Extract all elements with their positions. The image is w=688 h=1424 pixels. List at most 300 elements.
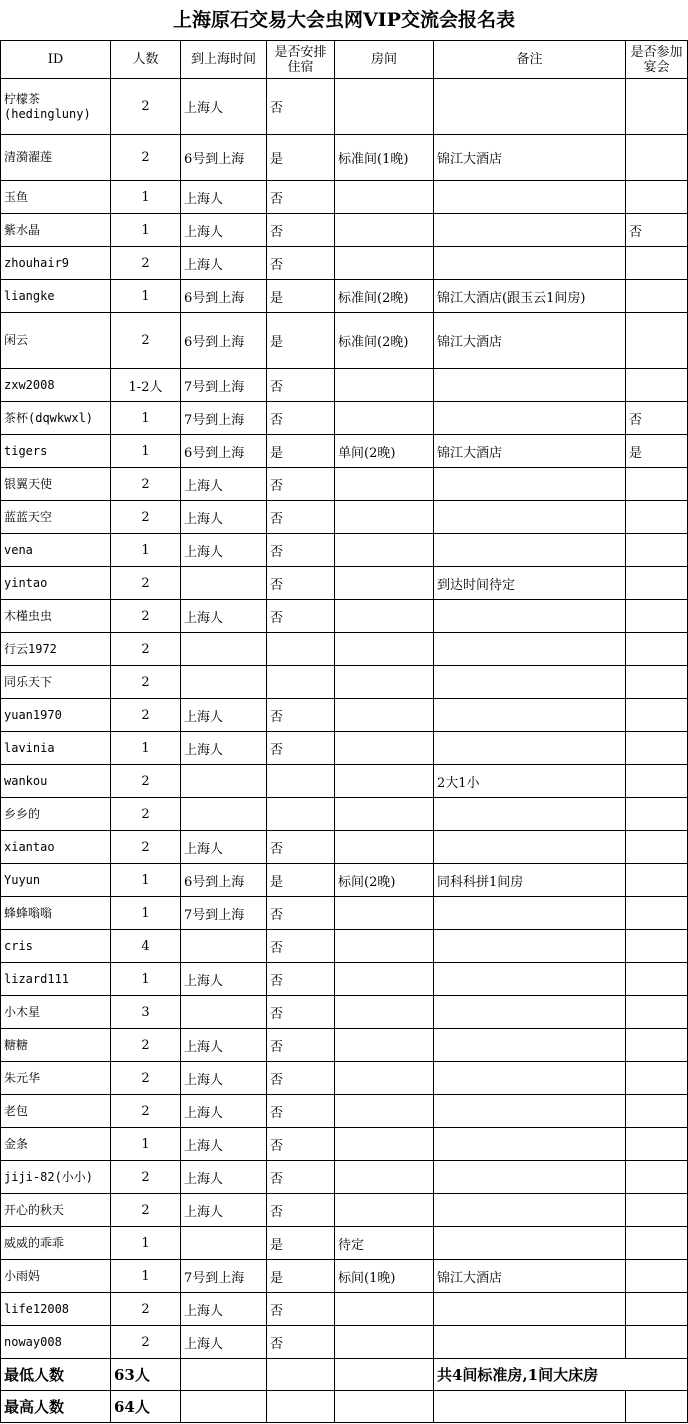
cell-count: 2: [111, 699, 181, 732]
cell-banquet: [626, 930, 688, 963]
cell-count: 1: [111, 402, 181, 435]
cell-note: [434, 1326, 626, 1359]
cell-count: 1: [111, 534, 181, 567]
footer-cell: [267, 1359, 335, 1391]
cell-banquet: [626, 534, 688, 567]
cell-id: 朱元华: [1, 1062, 111, 1095]
cell-room: [335, 1029, 434, 1062]
cell-count: 2: [111, 633, 181, 666]
cell-id: 乡乡的: [1, 798, 111, 831]
cell-id: yintao: [1, 567, 111, 600]
cell-lodging: 否: [267, 1161, 335, 1194]
cell-count: 1: [111, 181, 181, 214]
cell-lodging: 是: [267, 1227, 335, 1260]
cell-count: 1: [111, 1260, 181, 1293]
cell-note: [434, 897, 626, 930]
cell-note: 锦江大酒店: [434, 435, 626, 468]
cell-count: 2: [111, 468, 181, 501]
cell-arrival: 上海人: [181, 963, 267, 996]
cell-id: noway008: [1, 1326, 111, 1359]
table-row: [1, 468, 688, 501]
table-row: [1, 567, 688, 600]
cell-arrival: 7号到上海: [181, 402, 267, 435]
cell-room: 标准间(2晚): [335, 313, 434, 369]
min-count-value: 63人: [111, 1359, 181, 1391]
cell-room: [335, 963, 434, 996]
cell-room: [335, 699, 434, 732]
cell-room: 待定: [335, 1227, 434, 1260]
cell-id: 行云1972: [1, 633, 111, 666]
cell-note: 同科科拼1间房: [434, 864, 626, 897]
cell-count: 2: [111, 600, 181, 633]
cell-id: jiji-82(小小): [1, 1161, 111, 1194]
cell-arrival: 上海人: [181, 1194, 267, 1227]
table-row: [1, 1227, 688, 1260]
header-lodging: 是否安排住宿: [267, 41, 335, 79]
cell-count: 2: [111, 765, 181, 798]
table-row: [1, 534, 688, 567]
cell-id: 闲云: [1, 313, 111, 369]
table-row: [1, 1260, 688, 1293]
cell-note: [434, 1293, 626, 1326]
cell-room: [335, 534, 434, 567]
cell-banquet: [626, 567, 688, 600]
cell-banquet: [626, 798, 688, 831]
cell-banquet: [626, 135, 688, 181]
cell-room: [335, 1161, 434, 1194]
cell-banquet: [626, 1260, 688, 1293]
header-count: 人数: [111, 41, 181, 79]
cell-arrival: 上海人: [181, 1062, 267, 1095]
cell-arrival: 上海人: [181, 501, 267, 534]
table-row: [1, 280, 688, 313]
cell-lodging: 是: [267, 1260, 335, 1293]
cell-count: 2: [111, 1293, 181, 1326]
cell-arrival: [181, 996, 267, 1029]
cell-lodging: 否: [267, 247, 335, 280]
cell-id: tigers: [1, 435, 111, 468]
footer-cell: [335, 1359, 434, 1391]
cell-lodging: 是: [267, 135, 335, 181]
cell-count: 2: [111, 1161, 181, 1194]
footer-cell: [181, 1359, 267, 1391]
room-summary: 共4间标准房,1间大床房: [434, 1359, 688, 1391]
cell-arrival: [181, 666, 267, 699]
table-row: [1, 313, 688, 369]
cell-banquet: [626, 1029, 688, 1062]
cell-note: [434, 181, 626, 214]
cell-note: [434, 798, 626, 831]
cell-banquet: 否: [626, 214, 688, 247]
cell-count: 2: [111, 1194, 181, 1227]
cell-room: [335, 501, 434, 534]
table-row: [1, 996, 688, 1029]
cell-arrival: 上海人: [181, 79, 267, 135]
cell-note: [434, 1029, 626, 1062]
cell-arrival: 上海人: [181, 1128, 267, 1161]
cell-id: 老包: [1, 1095, 111, 1128]
cell-banquet: [626, 1227, 688, 1260]
cell-id: 木槿虫虫: [1, 600, 111, 633]
cell-note: [434, 666, 626, 699]
cell-id: cris: [1, 930, 111, 963]
cell-lodging: 否: [267, 181, 335, 214]
cell-note: [434, 1062, 626, 1095]
cell-arrival: 上海人: [181, 1095, 267, 1128]
cell-lodging: 否: [267, 79, 335, 135]
header-banquet: 是否参加宴会: [626, 41, 688, 79]
cell-banquet: [626, 765, 688, 798]
max-count-value: 64人: [111, 1391, 181, 1423]
cell-note: 2大1小: [434, 765, 626, 798]
cell-arrival: 上海人: [181, 732, 267, 765]
cell-room: [335, 1326, 434, 1359]
cell-room: [335, 468, 434, 501]
cell-arrival: 上海人: [181, 831, 267, 864]
cell-room: [335, 1062, 434, 1095]
cell-id: 蜂蜂嗡嗡: [1, 897, 111, 930]
cell-lodging: 否: [267, 501, 335, 534]
table-row: [1, 1293, 688, 1326]
table-row: [1, 600, 688, 633]
cell-id: lavinia: [1, 732, 111, 765]
max-count-label: 最高人数: [1, 1391, 111, 1423]
cell-lodging: 否: [267, 699, 335, 732]
cell-lodging: 否: [267, 214, 335, 247]
cell-lodging: 否: [267, 897, 335, 930]
cell-banquet: [626, 247, 688, 280]
cell-room: [335, 1293, 434, 1326]
cell-room: [335, 996, 434, 1029]
cell-count: 2: [111, 567, 181, 600]
cell-arrival: 7号到上海: [181, 1260, 267, 1293]
cell-id: 茶杯(dqwkwxl): [1, 402, 111, 435]
cell-count: 2: [111, 313, 181, 369]
cell-lodging: 是: [267, 435, 335, 468]
cell-banquet: [626, 996, 688, 1029]
cell-id: 金条: [1, 1128, 111, 1161]
cell-room: [335, 798, 434, 831]
cell-banquet: [626, 831, 688, 864]
cell-count: 2: [111, 666, 181, 699]
cell-id: 清漪濯莲: [1, 135, 111, 181]
table-row: [1, 435, 688, 468]
cell-count: 1: [111, 897, 181, 930]
cell-note: [434, 79, 626, 135]
cell-arrival: 6号到上海: [181, 435, 267, 468]
cell-arrival: 上海人: [181, 1029, 267, 1062]
table-row: [1, 135, 688, 181]
cell-arrival: [181, 798, 267, 831]
cell-banquet: [626, 963, 688, 996]
cell-lodging: [267, 666, 335, 699]
cell-banquet: [626, 897, 688, 930]
cell-lodging: [267, 633, 335, 666]
cell-arrival: 7号到上海: [181, 897, 267, 930]
cell-arrival: 上海人: [181, 181, 267, 214]
cell-room: [335, 666, 434, 699]
cell-room: [335, 831, 434, 864]
cell-lodging: 否: [267, 930, 335, 963]
cell-count: 1: [111, 1227, 181, 1260]
cell-room: 标间(1晚): [335, 1260, 434, 1293]
table-row: [1, 501, 688, 534]
cell-note: [434, 1161, 626, 1194]
table-row: [1, 214, 688, 247]
cell-arrival: [181, 633, 267, 666]
cell-id: wankou: [1, 765, 111, 798]
cell-arrival: [181, 765, 267, 798]
cell-room: [335, 402, 434, 435]
cell-count: 2: [111, 135, 181, 181]
cell-id: 小雨妈: [1, 1260, 111, 1293]
cell-note: [434, 1227, 626, 1260]
cell-id: lizard111: [1, 963, 111, 996]
cell-lodging: 是: [267, 313, 335, 369]
cell-lodging: 否: [267, 1326, 335, 1359]
cell-lodging: [267, 765, 335, 798]
cell-note: 锦江大酒店: [434, 313, 626, 369]
footer-row-max: [1, 1391, 688, 1423]
table-row: [1, 79, 688, 135]
footer-cell: [434, 1391, 626, 1423]
cell-room: [335, 1194, 434, 1227]
table-row: [1, 831, 688, 864]
cell-note: 锦江大酒店: [434, 135, 626, 181]
cell-lodging: 是: [267, 280, 335, 313]
cell-note: [434, 633, 626, 666]
cell-banquet: 否: [626, 402, 688, 435]
cell-banquet: [626, 1326, 688, 1359]
cell-banquet: [626, 468, 688, 501]
cell-count: 1: [111, 864, 181, 897]
cell-count: 2: [111, 1029, 181, 1062]
cell-note: [434, 369, 626, 402]
header-note: 备注: [434, 41, 626, 79]
cell-lodging: 否: [267, 996, 335, 1029]
cell-note: [434, 996, 626, 1029]
table-row: [1, 633, 688, 666]
table-row: [1, 699, 688, 732]
cell-id: vena: [1, 534, 111, 567]
cell-count: 2: [111, 1326, 181, 1359]
cell-note: [434, 214, 626, 247]
cell-room: [335, 930, 434, 963]
cell-arrival: 上海人: [181, 1326, 267, 1359]
cell-lodging: 否: [267, 600, 335, 633]
header-id: ID: [1, 41, 111, 79]
table-row: [1, 930, 688, 963]
cell-id: 开心的秋天: [1, 1194, 111, 1227]
cell-id: 糖糖: [1, 1029, 111, 1062]
table-row: [1, 765, 688, 798]
table-row: [1, 732, 688, 765]
cell-lodging: 否: [267, 567, 335, 600]
cell-arrival: 6号到上海: [181, 864, 267, 897]
cell-lodging: 否: [267, 534, 335, 567]
cell-banquet: [626, 699, 688, 732]
cell-note: [434, 732, 626, 765]
cell-note: [434, 247, 626, 280]
cell-arrival: 6号到上海: [181, 135, 267, 181]
table-row: [1, 1095, 688, 1128]
cell-note: [434, 963, 626, 996]
table-row: [1, 247, 688, 280]
cell-room: [335, 897, 434, 930]
cell-room: 标间(2晚): [335, 864, 434, 897]
table-row: [1, 1029, 688, 1062]
cell-arrival: 6号到上海: [181, 313, 267, 369]
cell-id: 玉鱼: [1, 181, 111, 214]
cell-count: 2: [111, 79, 181, 135]
cell-count: 4: [111, 930, 181, 963]
cell-count: 1: [111, 1128, 181, 1161]
cell-arrival: 上海人: [181, 247, 267, 280]
cell-banquet: [626, 1062, 688, 1095]
cell-lodging: 否: [267, 1062, 335, 1095]
cell-note: [434, 1194, 626, 1227]
table-row: [1, 1326, 688, 1359]
cell-banquet: [626, 79, 688, 135]
cell-note: [434, 1095, 626, 1128]
cell-arrival: 上海人: [181, 1161, 267, 1194]
cell-room: [335, 633, 434, 666]
cell-id: zxw2008: [1, 369, 111, 402]
header-room: 房间: [335, 41, 434, 79]
cell-lodging: 否: [267, 1029, 335, 1062]
footer-cell: [335, 1391, 434, 1423]
cell-lodging: 否: [267, 1194, 335, 1227]
cell-note: [434, 930, 626, 963]
table-row: [1, 1128, 688, 1161]
cell-room: [335, 369, 434, 402]
cell-room: [335, 214, 434, 247]
cell-lodging: 否: [267, 963, 335, 996]
cell-count: 3: [111, 996, 181, 1029]
cell-note: [434, 699, 626, 732]
cell-note: 锦江大酒店: [434, 1260, 626, 1293]
cell-id: 蓝蓝天空: [1, 501, 111, 534]
cell-banquet: [626, 280, 688, 313]
cell-room: [335, 600, 434, 633]
cell-lodging: 否: [267, 1293, 335, 1326]
footer-cell: [626, 1391, 688, 1423]
cell-lodging: 否: [267, 732, 335, 765]
cell-lodging: 否: [267, 1128, 335, 1161]
cell-arrival: 上海人: [181, 1293, 267, 1326]
cell-id: 银翼天使: [1, 468, 111, 501]
footer-row-min: [1, 1359, 688, 1391]
table-row: [1, 181, 688, 214]
cell-note: [434, 1128, 626, 1161]
cell-room: 标准间(2晚): [335, 280, 434, 313]
min-count-label: 最低人数: [1, 1359, 111, 1391]
cell-room: [335, 765, 434, 798]
table-row: [1, 864, 688, 897]
cell-id: yuan1970: [1, 699, 111, 732]
cell-room: [335, 567, 434, 600]
cell-count: 1-2人: [111, 369, 181, 402]
cell-count: 2: [111, 247, 181, 280]
cell-room: 标准间(1晚): [335, 135, 434, 181]
cell-id: Yuyun: [1, 864, 111, 897]
cell-id: 柠檬茶(hedingluny): [1, 79, 111, 135]
footer-cell: [181, 1391, 267, 1423]
cell-count: 1: [111, 214, 181, 247]
cell-note: [434, 468, 626, 501]
cell-arrival: [181, 930, 267, 963]
table-row: [1, 1194, 688, 1227]
table-row: [1, 1062, 688, 1095]
cell-banquet: [626, 181, 688, 214]
cell-arrival: 上海人: [181, 214, 267, 247]
cell-id: liangke: [1, 280, 111, 313]
cell-room: [335, 181, 434, 214]
cell-arrival: 7号到上海: [181, 369, 267, 402]
cell-room: [335, 1095, 434, 1128]
cell-lodging: 否: [267, 402, 335, 435]
cell-banquet: [626, 1194, 688, 1227]
table-row: [1, 963, 688, 996]
cell-arrival: 上海人: [181, 699, 267, 732]
table-row: [1, 1161, 688, 1194]
cell-note: 锦江大酒店(跟玉云1间房): [434, 280, 626, 313]
cell-id: 同乐天下: [1, 666, 111, 699]
cell-arrival: 上海人: [181, 468, 267, 501]
cell-lodging: 否: [267, 831, 335, 864]
cell-lodging: 否: [267, 1095, 335, 1128]
cell-count: 1: [111, 435, 181, 468]
cell-banquet: [626, 369, 688, 402]
cell-note: [434, 831, 626, 864]
table-row: [1, 666, 688, 699]
cell-banquet: [626, 501, 688, 534]
cell-banquet: [626, 1095, 688, 1128]
cell-count: 1: [111, 963, 181, 996]
cell-count: 2: [111, 1062, 181, 1095]
header-row: [1, 41, 688, 79]
cell-count: 1: [111, 732, 181, 765]
cell-arrival: 6号到上海: [181, 280, 267, 313]
cell-banquet: [626, 1161, 688, 1194]
table-row: [1, 369, 688, 402]
cell-count: 1: [111, 280, 181, 313]
cell-count: 2: [111, 1095, 181, 1128]
cell-arrival: 上海人: [181, 534, 267, 567]
cell-lodging: 是: [267, 864, 335, 897]
cell-arrival: [181, 567, 267, 600]
table-row: [1, 798, 688, 831]
cell-id: 威威的乖乖: [1, 1227, 111, 1260]
table-row: [1, 897, 688, 930]
table-row: [1, 402, 688, 435]
cell-arrival: 上海人: [181, 600, 267, 633]
cell-note: [434, 600, 626, 633]
sheet-title: 上海原石交易大会虫网VIP交流会报名表: [173, 9, 515, 31]
cell-banquet: 是: [626, 435, 688, 468]
cell-banquet: [626, 732, 688, 765]
cell-id: xiantao: [1, 831, 111, 864]
cell-banquet: [626, 1293, 688, 1326]
cell-banquet: [626, 666, 688, 699]
cell-banquet: [626, 600, 688, 633]
cell-id: life12008: [1, 1293, 111, 1326]
cell-lodging: 否: [267, 369, 335, 402]
cell-note: [434, 402, 626, 435]
cell-count: 2: [111, 501, 181, 534]
cell-banquet: [626, 864, 688, 897]
cell-banquet: [626, 313, 688, 369]
